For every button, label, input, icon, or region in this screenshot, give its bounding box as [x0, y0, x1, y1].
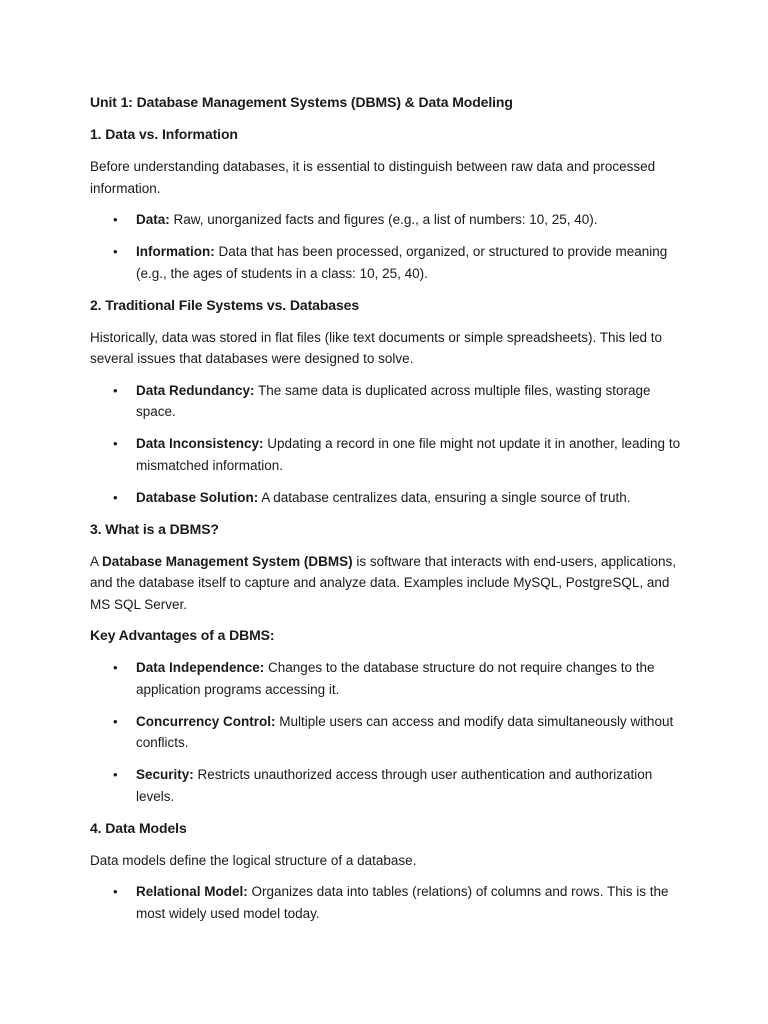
list-item	[90, 881, 685, 924]
subheading-key-advantages: Key Advantages of a DBMS:	[90, 627, 275, 643]
list-item	[90, 764, 685, 807]
section-intro	[90, 551, 685, 616]
bullet-term: Data Redundancy:	[136, 382, 255, 398]
bullet-icon: •	[113, 436, 118, 451]
section-heading-what-is-dbms: 3. What is a DBMS?	[90, 520, 219, 537]
bullet-text: Restricts unauthorized access through user authentication and authorization levels.	[136, 767, 653, 804]
bullet-term: Data Independence:	[136, 660, 265, 675]
section-intro: Data models define the logical structure of a database.	[90, 852, 417, 868]
bullet-icon: •	[113, 660, 118, 675]
section-heading-data-models: 4. Data Models	[90, 819, 187, 836]
list-item	[90, 433, 685, 476]
bullet-text: Changes to the database structure do not require changes to the application programs accessing it.	[136, 660, 655, 697]
bullet-icon: •	[113, 489, 118, 505]
bullet-icon: •	[113, 382, 118, 398]
bullet-list	[90, 380, 685, 509]
bullet-term: Concurrency Control:	[136, 713, 276, 729]
bullet-term: Data Inconsistency:	[136, 436, 264, 451]
bullet-icon: •	[113, 884, 118, 899]
list-item	[90, 241, 685, 284]
bullet-term: Security:	[136, 767, 194, 782]
bullet-text: The same data is duplicated across multiple files, wasting storage space.	[136, 382, 651, 419]
bullet-term: Data:	[136, 212, 170, 227]
list-item	[90, 487, 685, 509]
bullet-icon: •	[113, 767, 118, 782]
intro-rest: is software that interacts with end-users, applications, and the database itself to capture and analyze data. Examples include MySQL, PostgreSQL, and MS SQL Server.	[90, 553, 676, 612]
bullet-text: Multiple users can access and modify data simultaneously without conflicts.	[136, 713, 674, 750]
intro-term: Database Management System (DBMS)	[102, 553, 353, 569]
list-item	[90, 380, 685, 423]
bullet-term: Information:	[136, 244, 215, 259]
section-intro: Historically, data was stored in flat files (like text documents or simple spreadsheets). This led to several issues that databases were designed to solve.	[90, 329, 662, 366]
bullet-icon: •	[113, 244, 118, 259]
bullet-icon: •	[113, 212, 118, 227]
section-intro: Before understanding databases, it is essential to distinguish between raw data and processed information.	[90, 159, 656, 196]
bullet-text: A database centralizes data, ensuring a single source of truth.	[258, 489, 631, 505]
section-heading-data-vs-information: 1. Data vs. Information	[90, 126, 238, 142]
bullet-text: Updating a record in one file might not update it in another, leading to mismatched information.	[136, 436, 681, 473]
bullet-text: Data that has been processed, organized, or structured to provide meaning (e.g., the ages of students in a class: 10, 25, 40).	[136, 244, 668, 281]
list-item	[90, 711, 685, 754]
bullet-icon: •	[113, 713, 118, 729]
bullet-term: Relational Model:	[136, 884, 248, 899]
intro-prefix: A	[90, 553, 103, 569]
list-item	[90, 657, 685, 700]
bullet-text: Raw, unorganized facts and figures (e.g., a list of numbers: 10, 25, 40).	[169, 212, 598, 227]
bullet-term: Database Solution:	[136, 489, 259, 505]
bullet-list	[90, 881, 685, 924]
document-title: Unit 1: Database Management Systems (DBMS) & Data Modeling	[90, 94, 513, 110]
bullet-list	[90, 657, 685, 807]
document-page	[90, 92, 685, 935]
bullet-text: Organizes data into tables (relations) of columns and rows. This is the most widely used model today.	[136, 884, 669, 921]
list-item	[90, 209, 685, 231]
section-heading-file-systems-vs-databases: 2. Traditional File Systems vs. Databases	[90, 296, 360, 313]
bullet-list	[90, 209, 685, 284]
